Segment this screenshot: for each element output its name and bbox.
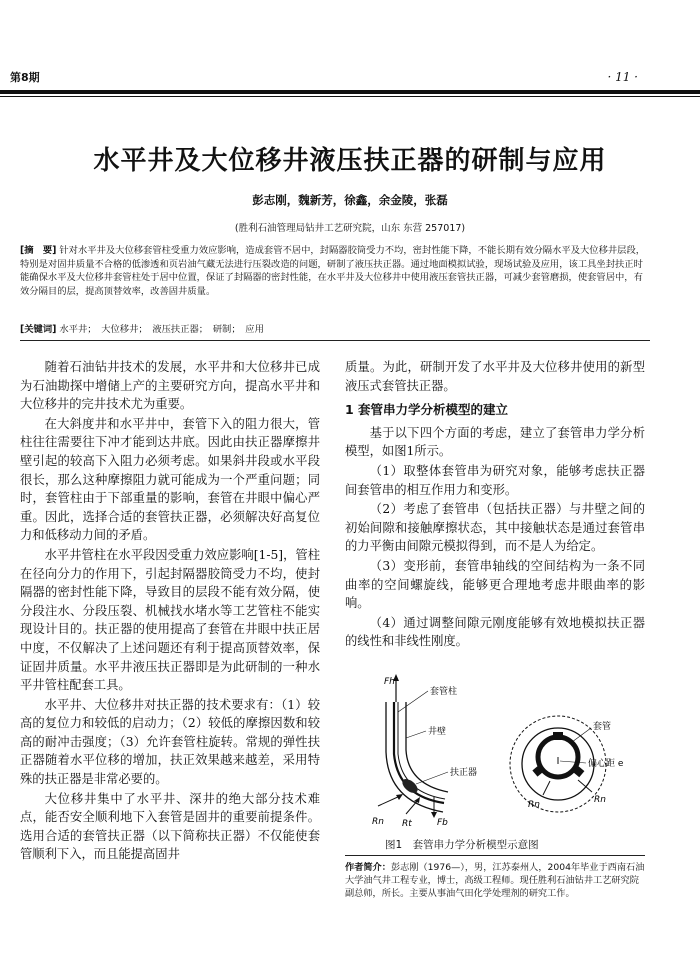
footnote-rule [345, 855, 645, 856]
body-paragraph: （3）变形前，套管串轴线的空间结构为一条不同曲率的空间螺旋线，能够更合理地考虑井眼曲率的影响。 [345, 558, 645, 611]
leader-line [560, 761, 586, 763]
abstract [20, 244, 646, 298]
keywords [20, 321, 646, 335]
body-paragraph: 随着石油钻井技术的发展，水平井和大位移井已成为石油勘探中增储上产的主要研究方向，提高水平井和大位移井的完井技术尤为重要。 [20, 360, 320, 412]
rt-label: Rt [402, 819, 412, 829]
header-rule-thin [0, 96, 700, 97]
fb-label: Fb [437, 818, 448, 828]
centralizer-blade [553, 732, 563, 740]
right-column [345, 358, 645, 652]
body-paragraph: 基于以下四个方面的考虑，建立了套管串力学分析模型，如图1所示。 [345, 425, 645, 459]
leader-line [398, 691, 428, 712]
author-footnote [345, 861, 645, 900]
keywords-text: 水平井； 大位移井； 液压扶正器； 研制； 应用 [59, 324, 264, 335]
footnote-text: 彭志刚（1976—），男，江苏泰州人，2004年毕业于西南石油大学油气井工程专业，博士，高级工程师。现任胜利石油钻井工艺研究院副总师，所长。主要从事油气田化学处理剂的研究工作。 [345, 862, 645, 899]
leader-line [416, 772, 448, 784]
leader-line [406, 731, 426, 738]
rn-label: Rn [372, 817, 384, 827]
page-number: · 11 · [607, 70, 638, 84]
eccentricity-label: 偏心距 e [588, 759, 624, 769]
rn-label: Rn [528, 800, 540, 810]
rn-arrow [543, 781, 550, 795]
footnote-label: 作者简介： [345, 862, 391, 873]
left-column [20, 358, 320, 865]
abstract-separator [20, 340, 650, 341]
keywords-label: [关键词] [20, 324, 57, 335]
figure-caption: 图1 套管串力学分析模型示意图 [385, 839, 539, 851]
body-paragraph: 在大斜度井和水平井中，套管下入的阻力很大，管柱往往需要往下冲才能到达井底。因此由扶正器摩擦井壁引起的较高下入阻力必须考虑。如果斜井段或水平段很长，那么这种摩擦阻力就可能成为一个严重问题；同时，套管柱由于下部重量的影响，套管在井眼中偏心严重。因此，选择合适的套管扶正器，必须解决好高复位力和低移动力间的矛盾。 [20, 416, 320, 543]
casing-label: 套管 [593, 722, 612, 732]
author-list: 彭志刚，魏新芳，徐鑫，余金陵，张磊 [252, 193, 448, 207]
centralizer-label: 扶正器 [450, 768, 478, 778]
section-heading: 1 套管串力学分析模型的建立 [345, 402, 509, 418]
affiliation: (胜利石油管理局钻井工艺研究院，山东 东营 257017) [234, 223, 466, 234]
rn-label: Rn [594, 795, 606, 805]
abstract-text: 针对水平井及大位移套管柱受重力效应影响，造成套管不居中，封隔器胶筒受力不均，密封性能下降，不能长期有效分隔水平及大位移井层段，特别是对固井质量不合格的低渗透和页岩油气藏无法进行压裂改造的问题，研制了液压扶正器。通过地面模拟试验，现场试验及应用，该工具坐封扶正时能确保水平及大位移井套管柱处于居中位置，保证了封隔器的密封性能，在水平井及大位移井中使用液压套管扶正器，可减少套管磨损，使套管居中，有效分隔目的层，提高顶替效率，改善固井质量。 [20, 245, 646, 297]
wellbore-wall-inner [406, 702, 448, 792]
abstract-label: [摘 要] [20, 245, 57, 256]
figure-1 [348, 672, 648, 841]
body-paragraph: （1）取整体套管串为研究对象，能够考虑扶正器间套管串的相互作用力和变形。 [345, 463, 645, 497]
rn-arrow [378, 796, 400, 806]
body-paragraph: 质量。为此，研制开发了水平井及大位移井使用的新型液压式套管扶正器。 [345, 360, 645, 393]
casing-string-label: 套管柱 [430, 687, 458, 697]
body-paragraph: 水平井管柱在水平段因受重力效应影响[1-5]，管柱在径向分力的作用下，引起封隔器胶筒受力不均，使封隔器的密封性能下降，导致目的层段不能有效分隔，使分段注水、分段压裂、机械找水堵水等工艺管柱不能实现设计目的。扶正器的使用提高了套管在井眼中扶正居中度，不仅解决了上述问题还有利于提高顶替效率，保证固井质量。水平井液压扶正器即是为此研制的一种水平井管柱配套工具。 [20, 547, 320, 693]
rt-arrow [406, 800, 418, 814]
header-rule-thick [0, 90, 700, 94]
body-paragraph: 大位移井集中了水平井、深井的绝大部分技术难点，能否安全顺利地下入套管是固井的重要前提条件。选用合适的套管扶正器（以下简称扶正器）不仅能使套管顺利下入，而且能提高固井 [20, 791, 320, 862]
casing-model-diagram [348, 672, 648, 837]
body-paragraph: （4）通过调整间隙元刚度能够有效地模拟扶正器的线性和非线性刚度。 [345, 615, 645, 649]
wellbore-label: 井壁 [428, 727, 447, 737]
issue-number: 第8期 [10, 71, 40, 84]
body-paragraph: 水平井、大位移井对扶正器的技术要求有：（1）较高的复位力和较低的启动力；（2）较低的摩擦因数和较高的耐冲击强度；（3）允许套管柱旋转。常规的弹性扶正器随着水平位移的增加，扶正效果越来越差，采用特殊的扶正器是非常必要的。 [20, 697, 320, 787]
paper-title: 水平井及大位移井液压扶正器的研制与应用 [93, 146, 607, 176]
casing-string-line [394, 702, 447, 803]
leader-line [572, 728, 591, 742]
fh-label: Fh [384, 677, 395, 687]
body-paragraph: （2）考虑了套管串（包括扶正器）与井壁之间的初始间隙和接触摩擦状态，其中接触状态是通过套管串的力平衡由间隙元模拟得到，而不是人为给定。 [345, 502, 645, 554]
